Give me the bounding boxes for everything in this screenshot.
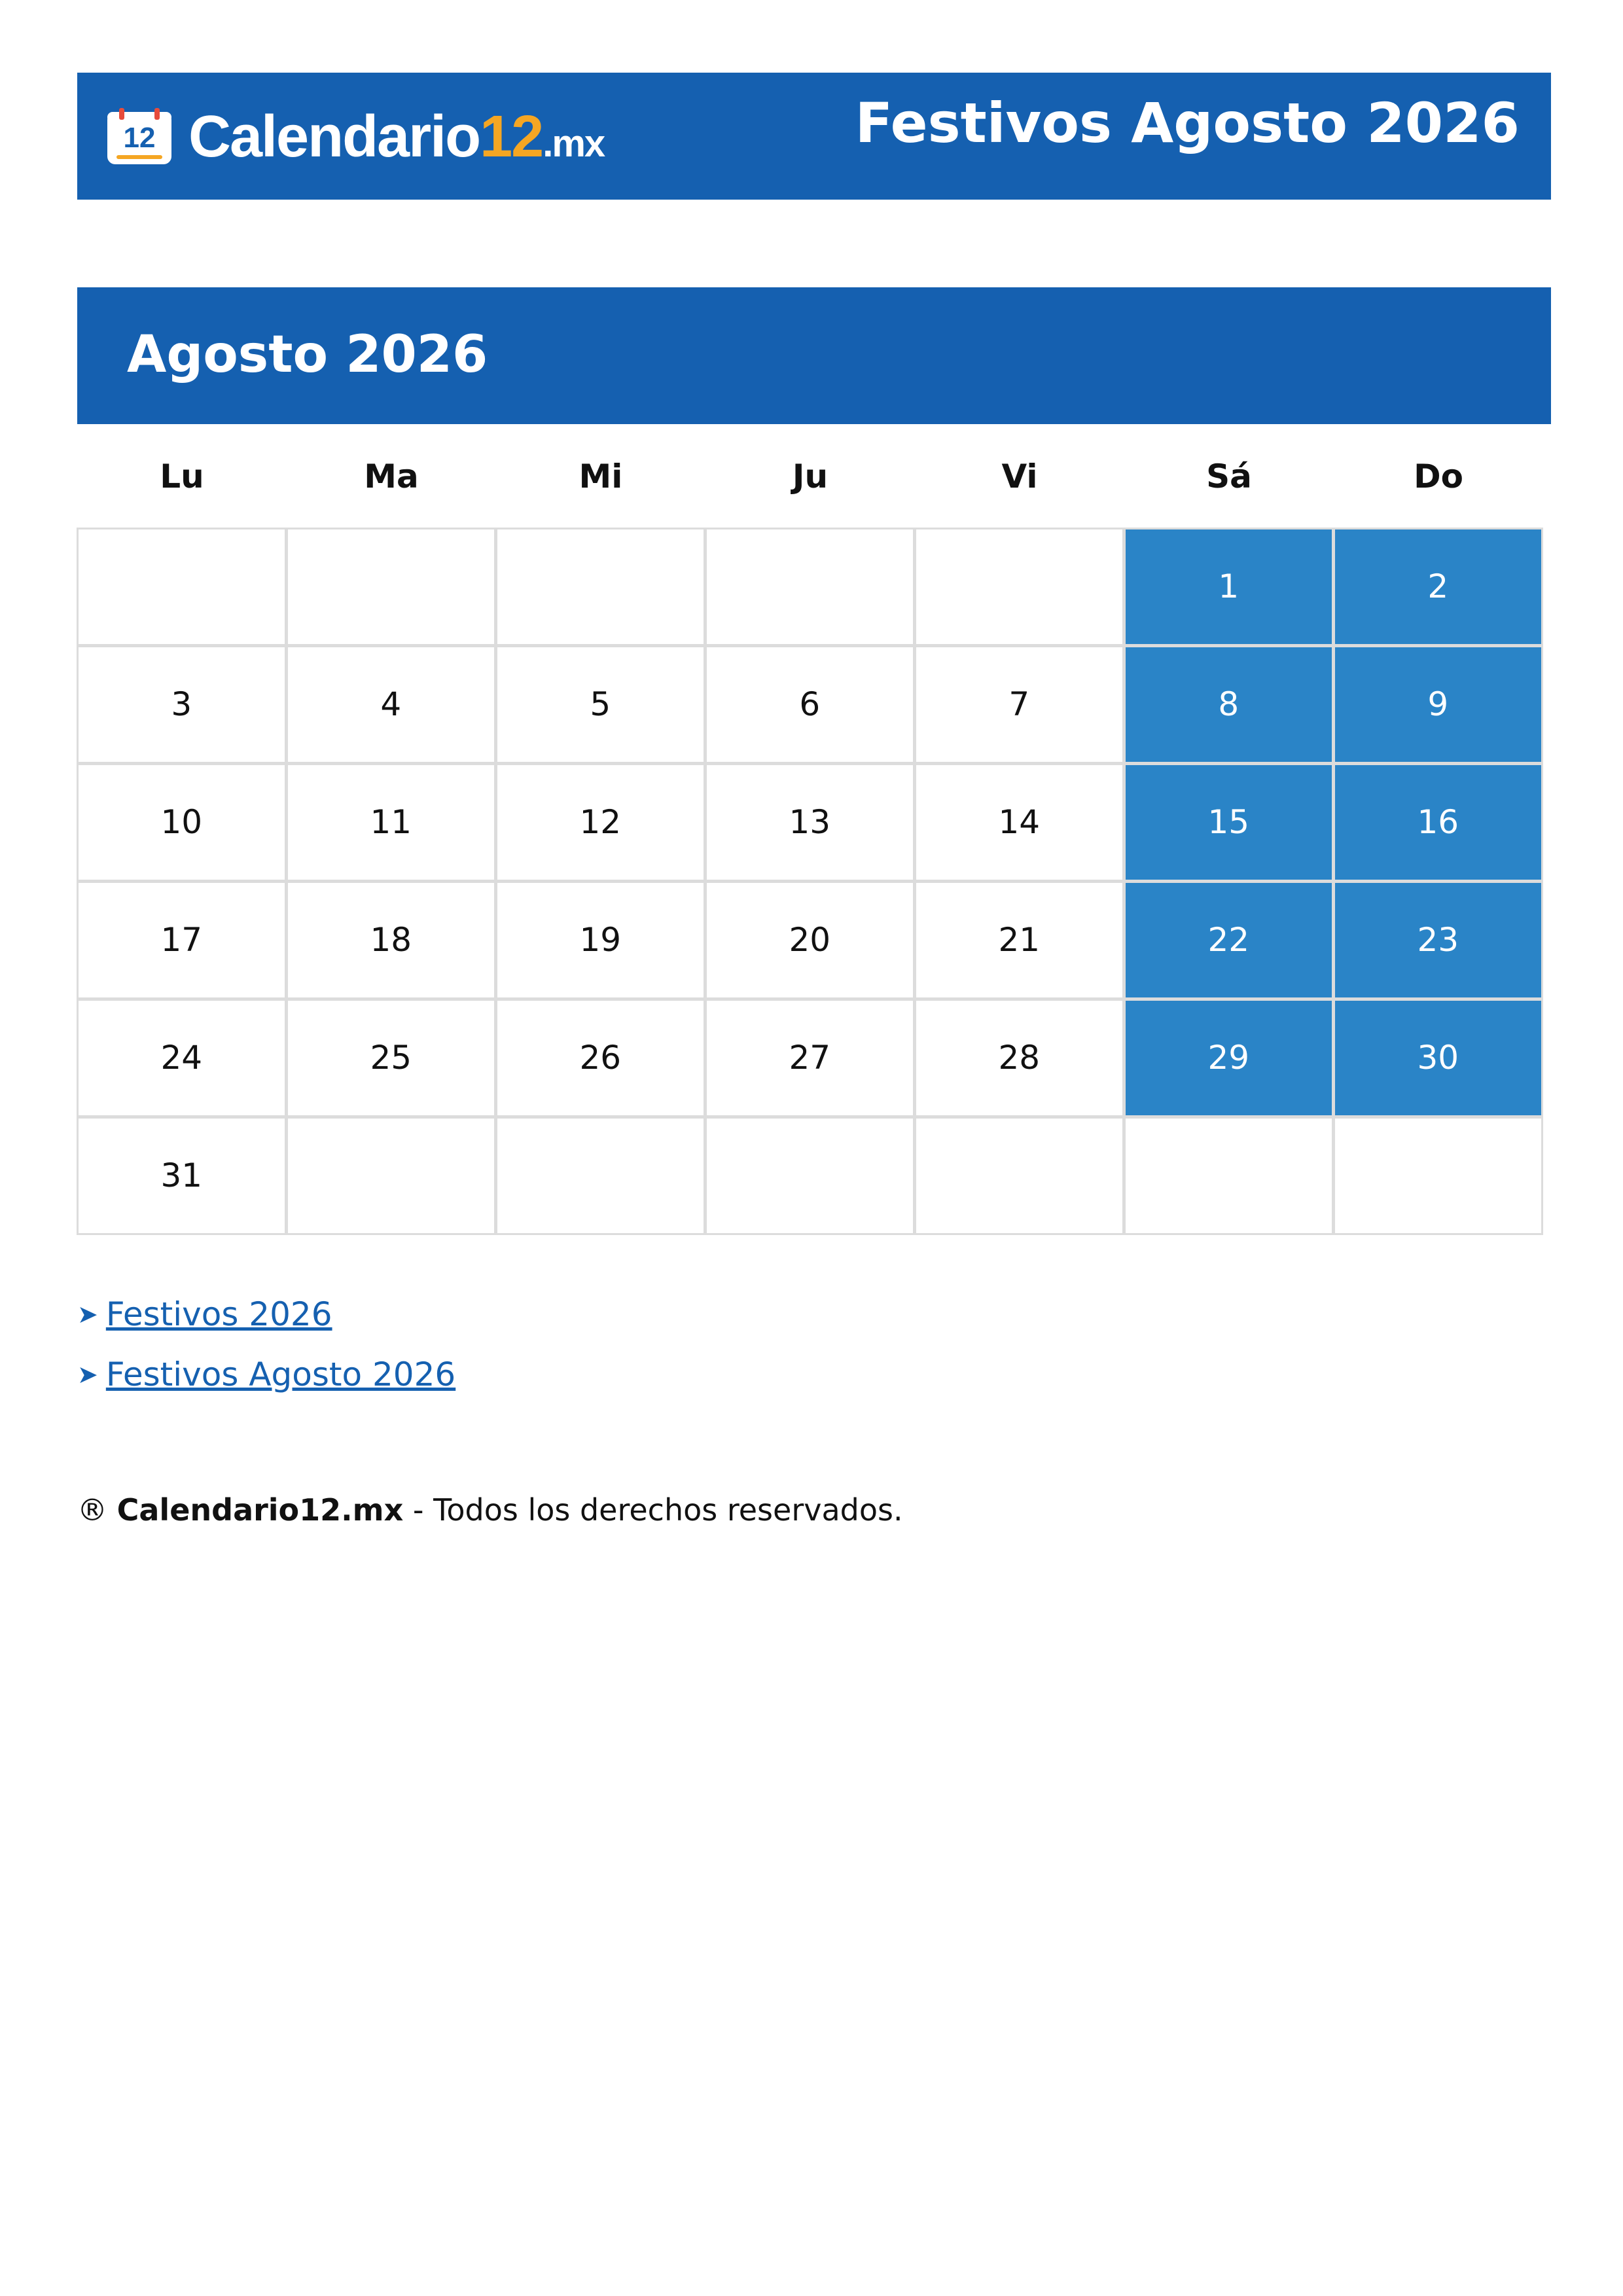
calendar-empty-cell — [495, 528, 706, 647]
logo-text-tld: .mx — [543, 122, 605, 165]
registered-symbol: ® — [77, 1492, 107, 1528]
weekday-label: Vi — [1001, 457, 1038, 495]
calendar-day-cell: 29 — [1124, 999, 1334, 1118]
calendar-day-cell: 7 — [914, 645, 1125, 764]
weekday-label: Lu — [160, 457, 204, 495]
weekday-label: Ju — [792, 457, 829, 495]
calendar-day-cell: 12 — [495, 763, 706, 882]
page-title: Festivos Agosto 2026 — [855, 91, 1520, 155]
calendar-empty-cell — [705, 1117, 916, 1236]
calendar-day-cell: 3 — [77, 645, 287, 764]
footer-copyright — [77, 1492, 903, 1528]
footer-brand: Calendario12.mx — [116, 1492, 404, 1528]
calendar-day-cell: 20 — [705, 881, 916, 1000]
calendar-day-cell: 26 — [495, 999, 706, 1118]
calendar-empty-cell — [1333, 1117, 1544, 1236]
calendar-day-cell: 18 — [286, 881, 497, 1000]
calendar-day-cell: 16 — [1333, 763, 1544, 882]
weekday-label: Do — [1414, 457, 1463, 495]
arrow-right-icon: ➤ — [77, 1360, 98, 1389]
arrow-right-icon: ➤ — [77, 1300, 98, 1329]
calendar-day-cell: 28 — [914, 999, 1125, 1118]
calendar-empty-cell — [705, 528, 916, 647]
site-logo[interactable] — [105, 105, 604, 168]
calendar-day-cell: 1 — [1124, 528, 1334, 647]
month-title: Agosto 2026 — [127, 325, 488, 384]
calendar-day-cell: 2 — [1333, 528, 1544, 647]
link-festivos-agosto-2026[interactable]: Festivos Agosto 2026 — [105, 1355, 456, 1393]
calendar-empty-cell — [286, 528, 497, 647]
calendar-empty-cell — [914, 1117, 1125, 1236]
calendar-day-cell: 9 — [1333, 645, 1544, 764]
calendar-logo-icon — [105, 108, 174, 166]
calendar-day-cell: 10 — [77, 763, 287, 882]
calendar-day-cell: 17 — [77, 881, 287, 1000]
calendar-day-cell: 15 — [1124, 763, 1334, 882]
calendar-day-cell: 4 — [286, 645, 497, 764]
calendar-day-cell: 8 — [1124, 645, 1334, 764]
calendar-day-cell: 14 — [914, 763, 1125, 882]
logo-text-number: 12 — [480, 103, 543, 170]
calendar-day-cell: 30 — [1333, 999, 1544, 1118]
calendar-empty-cell — [914, 528, 1125, 647]
weekday-label: Ma — [364, 457, 419, 495]
month-header — [77, 287, 1551, 424]
related-links — [77, 1284, 455, 1405]
weekday-label: Sá — [1206, 457, 1252, 495]
footer-text: - Todos los derechos reservados. — [403, 1492, 903, 1528]
calendar-day-cell: 19 — [495, 881, 706, 1000]
calendar-day-cell: 31 — [77, 1117, 287, 1236]
calendar-empty-cell — [77, 528, 287, 647]
calendar-day-cell: 23 — [1333, 881, 1544, 1000]
link-item — [77, 1344, 455, 1405]
logo-text-main: Calendario — [188, 103, 480, 170]
calendar-day-cell: 27 — [705, 999, 916, 1118]
calendar-grid — [77, 528, 1543, 1235]
calendar-day-cell: 21 — [914, 881, 1125, 1000]
logo-wordmark — [188, 103, 604, 171]
calendar-day-cell: 11 — [286, 763, 497, 882]
calendar-empty-cell — [495, 1117, 706, 1236]
logo-icon-number: 12 — [123, 122, 156, 154]
calendar-empty-cell — [286, 1117, 497, 1236]
calendar-day-cell: 13 — [705, 763, 916, 882]
calendar-day-cell: 24 — [77, 999, 287, 1118]
link-item — [77, 1284, 455, 1344]
calendar-day-cell: 25 — [286, 999, 497, 1118]
weekday-label: Mi — [579, 457, 623, 495]
calendar-day-cell: 6 — [705, 645, 916, 764]
calendar-day-cell: 22 — [1124, 881, 1334, 1000]
link-festivos-2026[interactable]: Festivos 2026 — [105, 1295, 332, 1333]
weekday-header-row — [77, 424, 1543, 529]
header-banner — [77, 73, 1551, 200]
calendar-empty-cell — [1124, 1117, 1334, 1236]
calendar-day-cell: 5 — [495, 645, 706, 764]
